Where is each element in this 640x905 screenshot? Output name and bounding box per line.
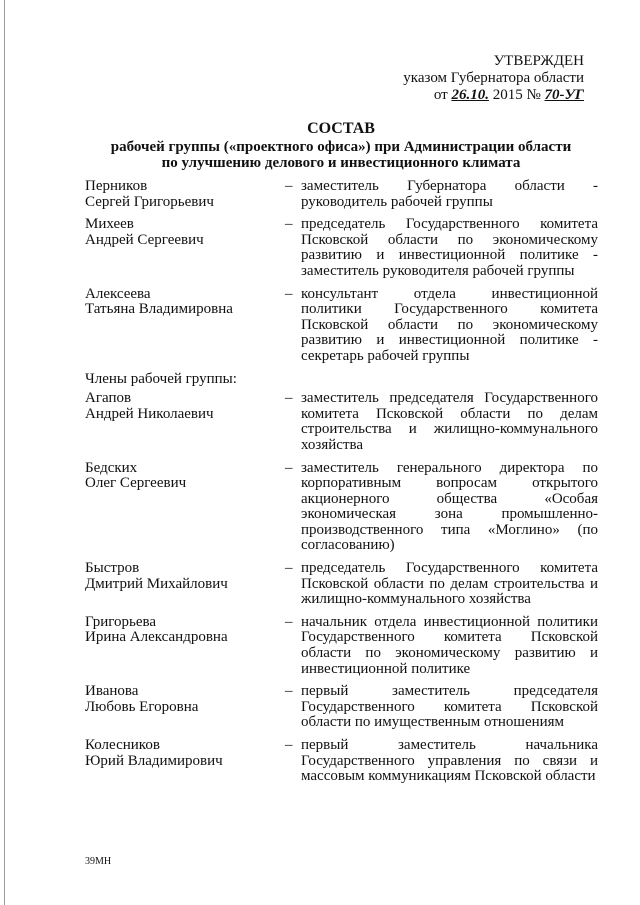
roster-entry (85, 684, 598, 731)
person-role: начальник отдела инвестиционной политики Государственного комитета Псковской области по экономическому развитию и инвестиционной политике (301, 613, 598, 677)
approval-date: 26.10. (451, 87, 489, 103)
person-role: первый заместитель начальника Государственного управления по связи и массовым коммуникациям Псковской области (301, 737, 598, 785)
person-given-names: Дмитрий Михайлович (85, 575, 228, 592)
person-given-names: Татьяна Владимировна (85, 301, 233, 318)
dash-separator: – (285, 613, 293, 630)
title-heading: СОСТАВ (307, 120, 375, 137)
person-name (85, 217, 285, 279)
dash-separator: – (285, 683, 293, 700)
person-name (85, 179, 285, 210)
approval-authority: указом Губернатора области (403, 70, 584, 86)
person-surname: Быстров (85, 560, 140, 577)
approval-stamp (403, 53, 584, 104)
person-surname: Алексеева (85, 285, 151, 302)
person-name (85, 738, 285, 785)
person-role: заместитель генерального директора по корпоративным вопросам открытого акционерного общества «Особая экономическая зона промышленно-производственного типа «Моглино» (по согласованию) (301, 459, 598, 554)
person-given-names: Ирина Александровна (85, 629, 228, 646)
dash-separator: – (285, 178, 293, 194)
roster-entry (85, 738, 598, 785)
roster-entry (85, 287, 598, 365)
person-given-names: Сергей Григорьевич (85, 193, 214, 210)
dash-separator: – (285, 459, 293, 476)
roster (85, 179, 598, 792)
document-title (85, 121, 597, 171)
person-surname: Михеев (85, 216, 134, 233)
roster-entry (85, 217, 598, 279)
person-role: председатель Государственного комитета Псковской области по экономическому развитию и инвестиционной политике - заместитель руководителя рабочей группы (301, 216, 598, 279)
person-name (85, 561, 285, 608)
person-name (85, 287, 285, 365)
person-surname: Перников (85, 178, 148, 194)
title-line-2: по улучшению делового и инвестиционного климата (161, 155, 521, 171)
person-name (85, 684, 285, 731)
roster-entry (85, 615, 598, 677)
person-surname: Иванова (85, 683, 139, 700)
approval-number: 70-УГ (544, 87, 584, 103)
person-surname: Бедских (85, 459, 138, 476)
person-surname: Колесников (85, 737, 160, 753)
approval-title: УТВЕРЖДЕН (493, 53, 584, 69)
members-heading: Члены рабочей группы: (85, 370, 237, 387)
roster-entry (85, 561, 598, 608)
scan-edge-line (4, 0, 5, 905)
title-line-1: рабочей группы («проектного офиса») при Администрации области (110, 139, 572, 155)
dash-separator: – (285, 216, 293, 233)
approval-date-line (403, 87, 584, 104)
dash-separator: – (285, 560, 293, 577)
members-list (85, 391, 598, 785)
person-given-names: Олег Сергеевич (85, 475, 187, 492)
dash-separator: – (285, 390, 293, 407)
person-given-names: Любовь Егоровна (85, 698, 199, 715)
dash-separator: – (285, 285, 293, 302)
person-given-names: Андрей Сергеевич (85, 231, 204, 248)
person-name (85, 615, 285, 677)
roster-entry (85, 461, 598, 555)
person-given-names: Андрей Николаевич (85, 405, 214, 422)
person-role: председатель Государственного комитета Псковской области по делам строительства и жилищно-коммунального хозяйства (301, 560, 598, 608)
person-role: заместитель Губернатора области - руководитель рабочей группы (301, 178, 598, 210)
person-surname: Григорьева (85, 613, 157, 630)
person-role: заместитель председателя Государственного комитета Псковской области по делам строительства и жилищно-коммунального хозяйства (301, 390, 598, 453)
roster-entry (85, 391, 598, 453)
roster-entry (85, 179, 598, 210)
person-role: первый заместитель председателя Государственного комитета Псковской области по имущественным отношениям (301, 683, 598, 731)
leaders-list (85, 179, 598, 365)
person-given-names: Юрий Владимирович (85, 752, 223, 769)
footer-code: 39МН (85, 856, 112, 867)
dash-separator: – (285, 737, 293, 753)
approval-year-number: 2015 № (492, 87, 541, 103)
person-name (85, 461, 285, 555)
person-surname: Агапов (85, 390, 132, 407)
person-role: консультант отдела инвестиционной политики Государственного комитета Псковской области по экономическому развитию и инвестиционной политике - секретарь рабочей группы (301, 285, 598, 364)
person-name (85, 391, 285, 453)
approval-date-prefix: от (433, 87, 448, 103)
